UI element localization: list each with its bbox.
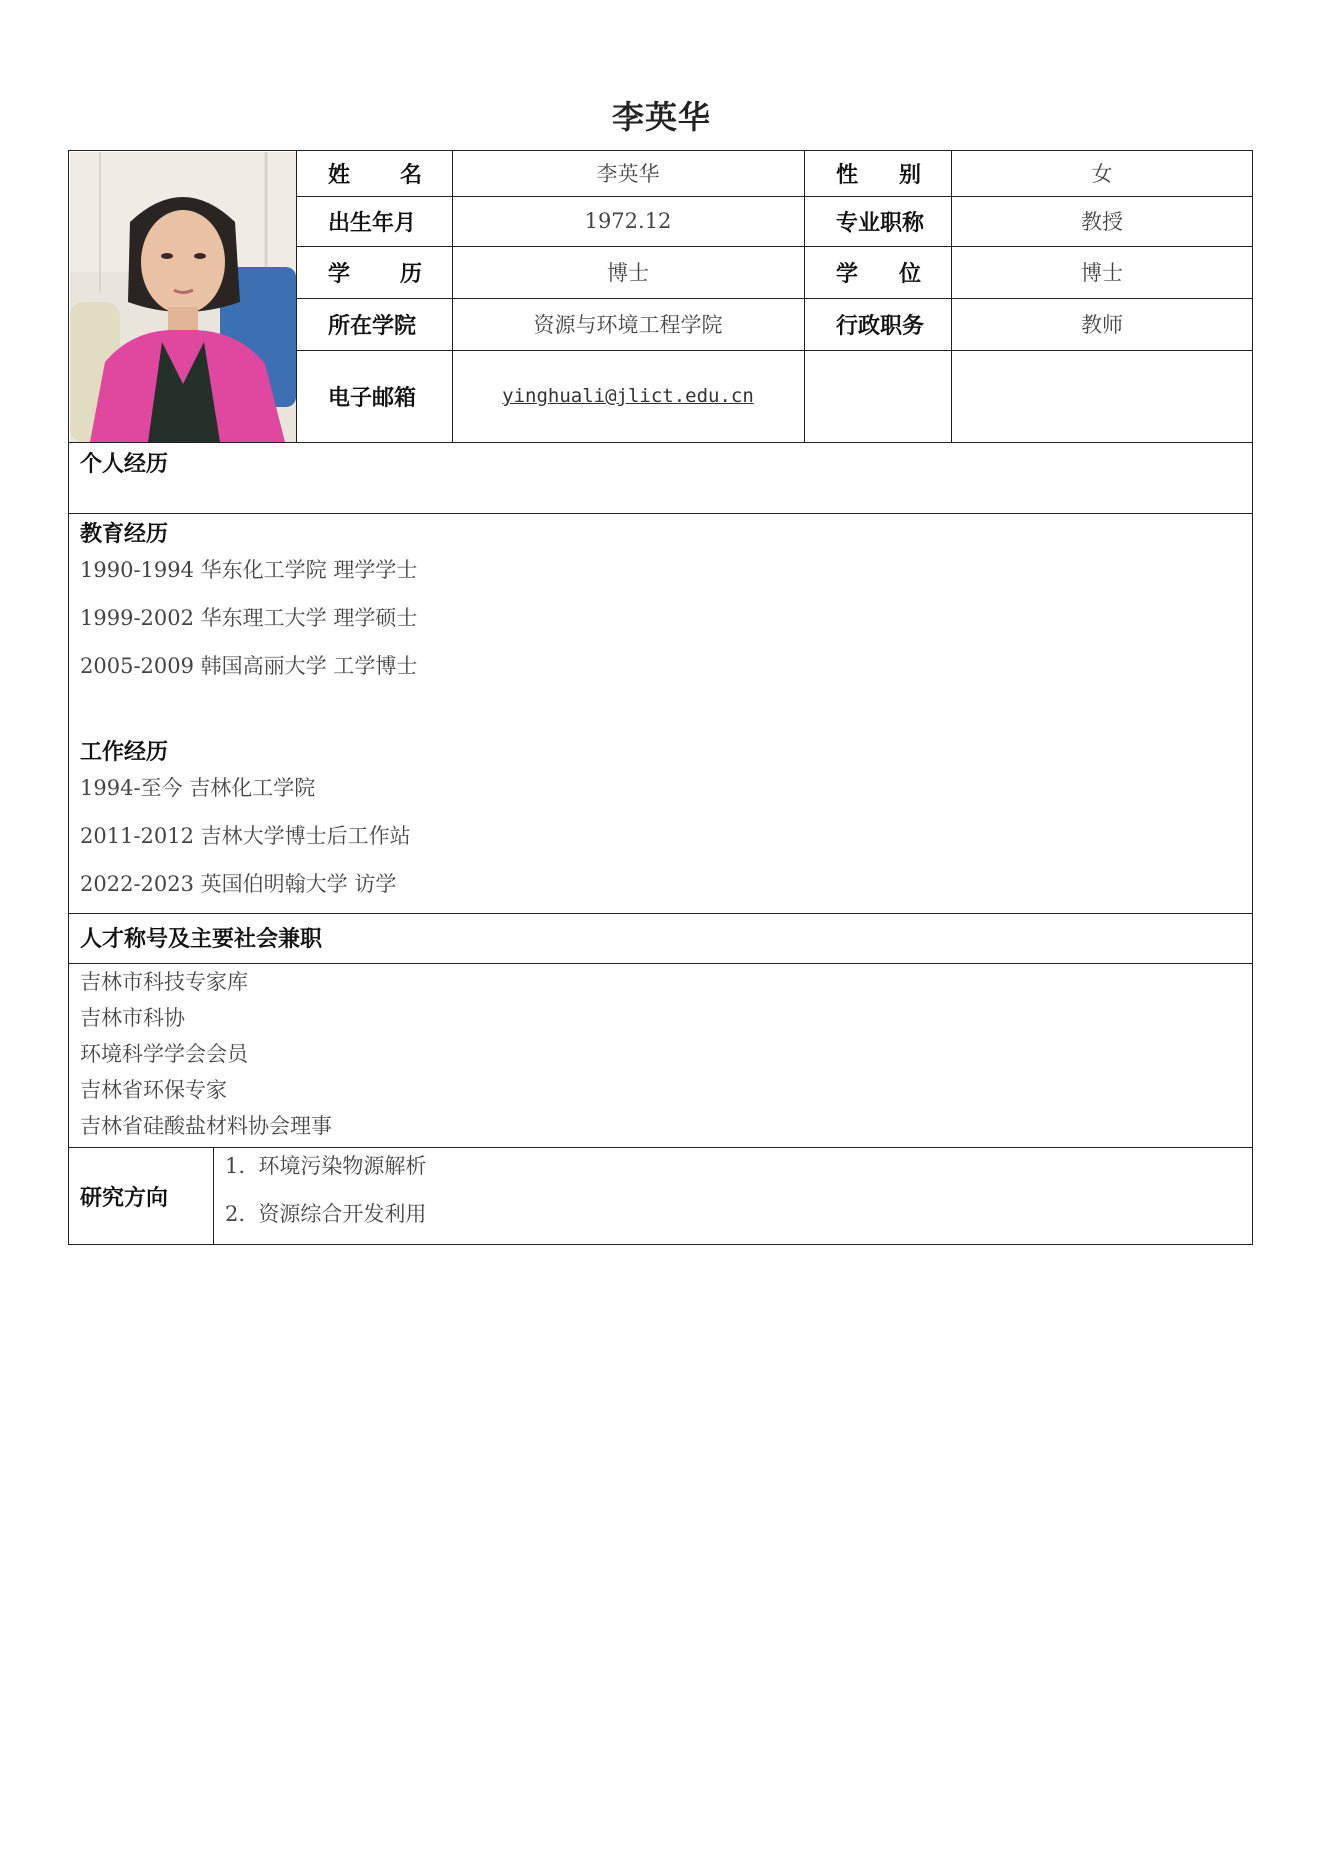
birth-label: 出生年月 <box>328 210 417 236</box>
titles-item: 吉林市科技专家库 <box>80 970 248 994</box>
education-label <box>296 246 452 298</box>
email-link[interactable]: yinghuali@jlict.edu.cn <box>502 385 754 407</box>
gender-label <box>804 150 951 196</box>
education-heading: 教育经历 <box>80 522 169 547</box>
work-item: 1994-至今 吉林化工学院 <box>80 776 316 800</box>
divider <box>68 442 1253 443</box>
personal-heading: 个人经历 <box>80 452 169 477</box>
admin-label: 行政职务 <box>836 313 925 339</box>
titles-heading: 人才称号及主要社会兼职 <box>80 927 323 952</box>
divider <box>68 963 1253 964</box>
name-value: 李英华 <box>596 162 660 186</box>
education-label-char: 学 <box>328 261 351 287</box>
prof-title-value: 教授 <box>1081 210 1123 234</box>
gender-value: 女 <box>1091 162 1113 186</box>
work-heading: 工作经历 <box>80 740 169 765</box>
divider <box>213 1147 214 1245</box>
email-label: 电子邮箱 <box>328 385 417 411</box>
education-label-char: 历 <box>399 261 422 287</box>
gender-label-char: 别 <box>898 162 921 188</box>
prof-title-label: 专业职称 <box>836 210 925 236</box>
research-item: 1. 环境污染物源解析 <box>225 1154 427 1178</box>
name-label-char: 名 <box>399 162 422 188</box>
name-label-char: 姓 <box>328 162 351 188</box>
education-value: 博士 <box>607 261 649 285</box>
email-cell <box>452 350 804 442</box>
work-item: 2022-2023 英国伯明翰大学 访学 <box>80 872 397 896</box>
work-item: 2011-2012 吉林大学博士后工作站 <box>80 824 411 848</box>
degree-label <box>804 246 951 298</box>
degree-label-char: 学 <box>836 261 859 287</box>
titles-item: 吉林省环保专家 <box>80 1078 227 1102</box>
degree-label-char: 位 <box>898 261 921 287</box>
profile-photo <box>70 152 296 442</box>
admin-value: 教师 <box>1081 313 1123 337</box>
research-item: 2. 资源综合开发利用 <box>225 1202 427 1226</box>
page-title: 李英华 <box>611 98 711 136</box>
gender-label-char: 性 <box>836 162 859 188</box>
birth-value: 1972.12 <box>584 209 672 233</box>
divider <box>68 513 1253 514</box>
college-label: 所在学院 <box>328 313 417 339</box>
titles-item: 吉林省硅酸盐材料协会理事 <box>80 1114 332 1138</box>
degree-value: 博士 <box>1081 261 1123 285</box>
divider <box>68 1147 1253 1148</box>
divider <box>68 913 1253 914</box>
research-heading: 研究方向 <box>80 1185 169 1211</box>
education-item: 2005-2009 韩国高丽大学 工学博士 <box>80 654 418 678</box>
name-label <box>296 150 452 196</box>
education-item: 1999-2002 华东理工大学 理学硕士 <box>80 606 418 630</box>
titles-item: 吉林市科协 <box>80 1006 185 1030</box>
college-value: 资源与环境工程学院 <box>533 313 723 337</box>
titles-item: 环境科学学会会员 <box>80 1042 248 1066</box>
education-item: 1990-1994 华东化工学院 理学学士 <box>80 558 418 582</box>
